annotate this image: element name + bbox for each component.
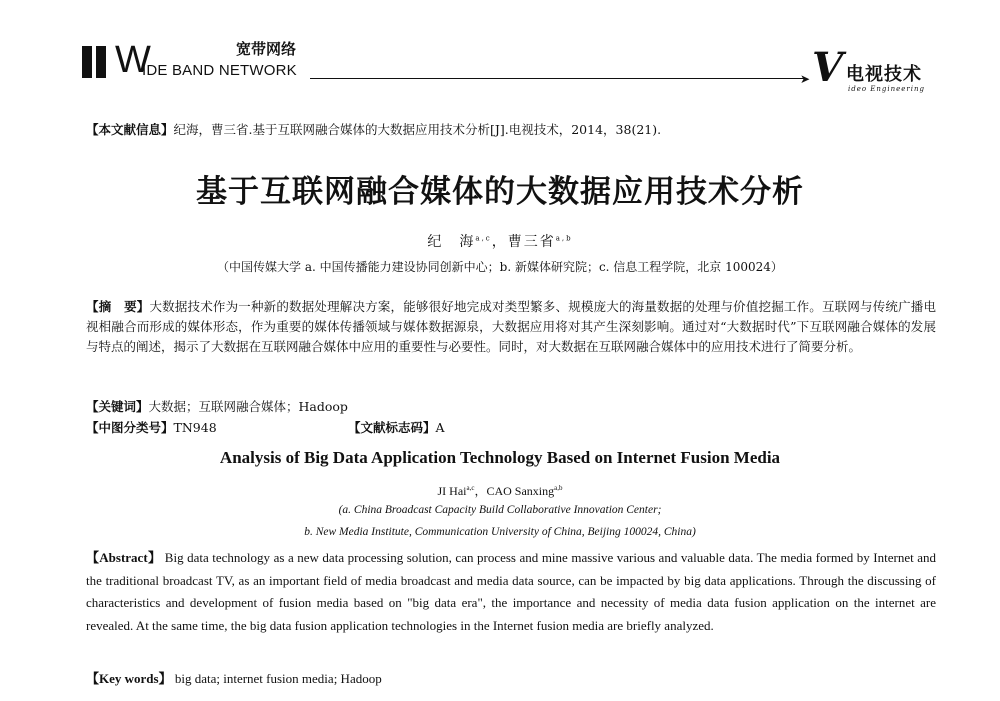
citation-text: 纪海，曹三省.基于互联网融合媒体的大数据应用技术分析[J].电视技术，2014，38(21). — [173, 122, 662, 137]
affiliation-en-line1: (a. China Broadcast Capacity Build Collaborative Innovation Center; — [338, 504, 662, 516]
author1-cn-sup: a,c — [475, 234, 492, 243]
abstract-en-text: Big data technology as a new data processing solution, can process and mine massive various and valuable data. The media formed by Internet and the traditional broadcast TV, as an important field of media broadcast and media data source, can be impacted by big data applications. Through the discussing of characteristics and development of fusion media based on "big data era", the importance and necessity of media data fusion application on the internet are revealed. At the same time, the big data fusion application technologies in the Internet fusion media are briefly analyzed. — [86, 550, 936, 633]
author-sep-cn: ， — [491, 234, 508, 250]
affiliation-en-line2: b. New Media Institute, Communication University of China, Beijing 100024, China) — [304, 526, 696, 538]
paper-title-en: Analysis of Big Data Application Technology Based on Internet Fusion Media — [219, 448, 781, 467]
keywords-cn-text: 大数据；互联网融合媒体；Hadoop — [148, 399, 348, 414]
logo-bars-icon — [82, 46, 106, 78]
keywords-en-text: big data; internet fusion media; Hadoop — [174, 671, 382, 686]
clc-value: TN948 — [173, 420, 217, 435]
keywords-cn-label: 【关键词】 — [86, 399, 149, 414]
keywords-cn — [86, 397, 348, 417]
citation — [86, 120, 661, 138]
abstract-en-label: 【Abstract】 — [86, 550, 162, 565]
journal-name-cn: 电视技术 — [846, 64, 922, 85]
author2-en: CAO Sanxing — [486, 484, 555, 498]
doc-code-value: A — [435, 420, 445, 435]
author2-cn-sup: a,b — [555, 234, 573, 243]
author1-en: JI Hai — [437, 484, 467, 498]
author1-cn: 纪 海 — [427, 234, 476, 250]
doc-code-label: 【文献标志码】 — [348, 420, 436, 435]
abstract-en — [86, 547, 936, 637]
abstract-cn-text: 大数据技术作为一种新的数据处理解决方案，能够很好地完成对类型繁多、规模庞大的海量数据的处理与价值挖掘工作。互联网与传统广播电视相融合而形成的媒体形态，作为重要的媒体传播领域与媒体数据源泉，大数据应用将对其产生深刻影响。通过对“大数据时代”下互联网融合媒体的发展与特点的阐述，揭示了大数据在互联网融合媒体中应用的重要性与必要性。同时，对大数据在互联网融合媒体中的应用技术进行了简要分析。 — [86, 299, 936, 354]
authors-en — [0, 482, 1000, 499]
keywords-en-label: 【Key words】 — [86, 671, 172, 686]
author-sep-en: ， — [474, 484, 487, 498]
header-rule — [310, 78, 806, 79]
author1-en-sup: a,c — [466, 484, 475, 492]
paper-title-cn: 基于互联网融合媒体的大数据应用技术分析 — [196, 174, 804, 210]
logo-letter: W — [115, 39, 151, 81]
affiliation-cn: （中国传媒大学 a. 中国传播能力建设协同创新中心；b. 新媒体研究院；c. 信息工程学院，北京 100024） — [217, 260, 783, 274]
logo-cn-text: 宽带网络 — [236, 40, 297, 58]
document-code — [348, 418, 445, 438]
keywords-en — [86, 668, 382, 687]
author2-cn: 曹三省 — [507, 234, 556, 250]
authors-cn — [0, 231, 1000, 251]
citation-label: 【本文献信息】 — [86, 122, 174, 137]
clc-number — [86, 418, 217, 438]
arrow-right-icon: ➤ — [800, 72, 811, 86]
abstract-cn — [86, 297, 936, 357]
clc-label: 【中图分类号】 — [86, 420, 174, 435]
abstract-cn-label: 【摘 要】 — [86, 299, 150, 314]
logo-en-text: IDE BAND NETWORK — [142, 62, 297, 79]
journal-name-en: ideo Engineering — [848, 85, 926, 93]
author2-en-sup: a,b — [554, 484, 563, 492]
journal-logo-mark: V — [812, 44, 844, 91]
